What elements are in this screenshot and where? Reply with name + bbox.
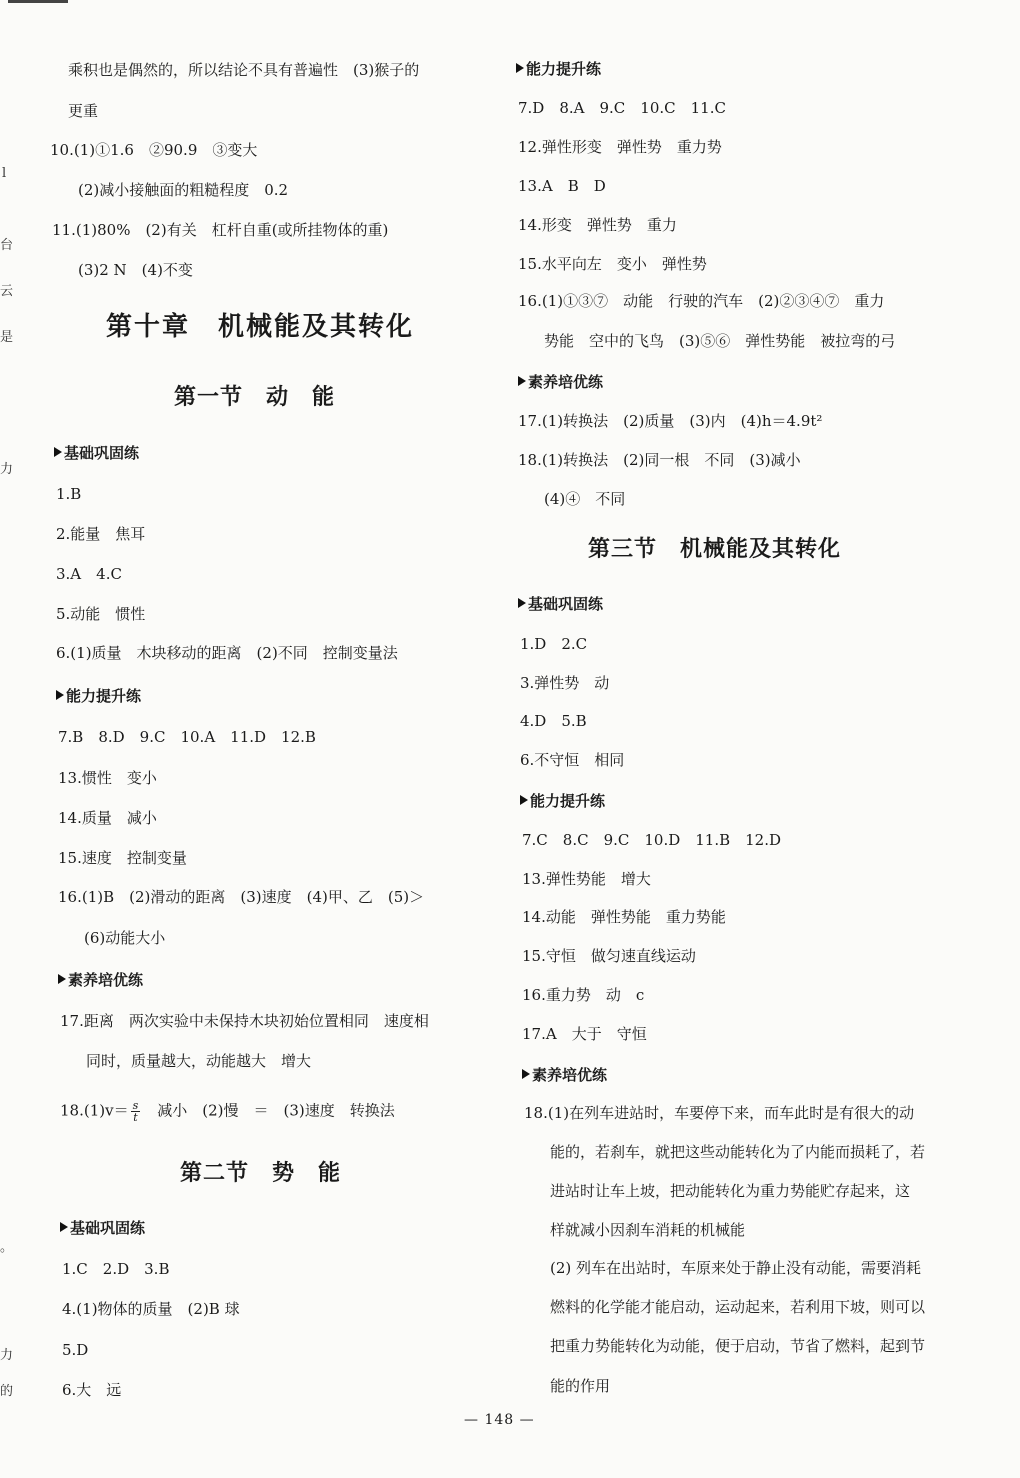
- answer-line: 17.A 大于 守恒: [522, 1025, 647, 1043]
- fraction-denominator: t: [133, 1111, 138, 1124]
- answer-line: 6.(1)质量 木块移动的距离 (2)不同 控制变量法: [56, 644, 398, 662]
- answer-line: 6.大 远: [62, 1381, 122, 1399]
- section-title: 第三节 机械能及其转化: [588, 536, 842, 562]
- answer-line-formula: 18.(1)v＝ $\frac{s}{t}$ 减小 (2)慢 ＝ (3)速度 转换法: [60, 1099, 395, 1124]
- answer-line: 同时，质量越大，动能越大 增大: [86, 1052, 312, 1070]
- answer-line: 14.动能 弹性势能 重力势能: [522, 908, 726, 926]
- answer-line: 进站时让车上坡，把动能转化为重力势能贮存起来，这: [550, 1182, 911, 1200]
- answer-line: 3.弹性势 动: [520, 674, 610, 692]
- answer-line: 1.D 2.C: [520, 635, 588, 653]
- scan-mark: [8, 0, 68, 3]
- answer-line: 15.速度 控制变量: [58, 849, 187, 867]
- play-marker-icon: [516, 63, 524, 73]
- answer-line: 18.(1)在列车进站时，车要停下来，而车此时是有很大的动: [524, 1104, 915, 1122]
- play-marker-icon: [522, 1069, 530, 1079]
- answer-line: 4.D 5.B: [520, 712, 587, 730]
- subsection-heading: 素养培优练: [58, 970, 143, 990]
- answer-line: 15.水平向左 变小 弹性势: [518, 255, 707, 273]
- play-marker-icon: [520, 795, 528, 805]
- answer-line: 能的，若刹车，就把这些动能转化为了内能而损耗了，若: [550, 1143, 926, 1161]
- answer-line: 势能 空中的飞鸟 (3)⑤⑥ 弹性势能 被拉弯的弓: [544, 332, 896, 350]
- play-marker-icon: [54, 447, 62, 457]
- edge-fragment: 的: [0, 1384, 14, 1399]
- subsection-heading: 基础巩固练: [518, 594, 603, 614]
- play-marker-icon: [58, 974, 66, 984]
- answer-line: 把重力势能转化为动能，便于启动，节省了燃料，起到节: [550, 1337, 926, 1355]
- answer-line: 更重: [68, 102, 99, 120]
- subsection-heading: 能力提升练: [56, 686, 141, 706]
- page-number: — 148 —: [464, 1412, 535, 1428]
- subsection-heading: 素养培优练: [522, 1065, 607, 1085]
- answer-line: 15.守恒 做匀速直线运动: [522, 947, 696, 965]
- answer-line: 1.B: [56, 485, 82, 503]
- edge-fragment: 台: [0, 238, 14, 253]
- answer-line: 17.(1)转换法 (2)质量 (3)内 (4)h＝4.9t²: [518, 412, 823, 430]
- subsection-heading: 素养培优练: [518, 372, 603, 392]
- answer-line: 样就减小因刹车消耗的机械能: [550, 1221, 746, 1239]
- answer-line: (3)2 N (4)不变: [78, 261, 193, 279]
- subsection-heading: 能力提升练: [520, 791, 605, 811]
- answer-line: 12.弹性形变 弹性势 重力势: [518, 138, 722, 156]
- answer-line: 13.惯性 变小: [58, 769, 157, 787]
- edge-fragment: 力: [0, 462, 14, 477]
- answer-line: 17.距离 两次实验中未保持木块初始位置相同 速度相: [60, 1012, 429, 1030]
- edge-fragment: 是: [0, 330, 14, 345]
- answer-line: 5.D: [62, 1341, 89, 1359]
- section-title: 第一节 动 能: [174, 384, 336, 410]
- subsection-heading: 基础巩固练: [60, 1218, 145, 1238]
- answer-line: 14.形变 弹性势 重力: [518, 216, 677, 234]
- chapter-title: 第十章 机械能及其转化: [106, 312, 415, 342]
- answer-line: (4)④ 不同: [544, 490, 626, 508]
- section-title: 第二节 势 能: [180, 1160, 342, 1186]
- answer-line: 14.质量 减小: [58, 809, 157, 827]
- answer-line: 11.(1)80% (2)有关 杠杆自重(或所挂物体的重): [52, 221, 389, 239]
- answer-line: 5.动能 惯性: [56, 605, 146, 623]
- play-marker-icon: [60, 1222, 68, 1232]
- edge-fragment: 云: [0, 284, 14, 299]
- answer-line: 13.弹性势能 增大: [522, 870, 651, 888]
- answer-line: 18.(1)转换法 (2)同一根 不同 (3)减小: [518, 451, 801, 469]
- play-marker-icon: [518, 376, 526, 386]
- answer-line: (2)减小接触面的粗糙程度 0.2: [78, 181, 289, 199]
- answer-line: 6.不守恒 相同: [520, 751, 625, 769]
- edge-fragment: 力: [0, 1348, 14, 1363]
- subsection-heading: 基础巩固练: [54, 443, 139, 463]
- answer-line: 16.(1)①③⑦ 动能 行驶的汽车 (2)②③④⑦ 重力: [518, 292, 885, 310]
- answer-line: 16.(1)B (2)滑动的距离 (3)速度 (4)甲、乙 (5)＞: [58, 888, 425, 906]
- answer-line: 7.D 8.A 9.C 10.C 11.C: [518, 99, 726, 117]
- edge-fragment: 。: [0, 1240, 14, 1255]
- subsection-heading: 能力提升练: [516, 59, 601, 79]
- answer-line: 能的作用: [550, 1377, 611, 1395]
- answer-line: 16.重力势 动 c: [522, 986, 645, 1004]
- answer-line: 13.A B D: [518, 177, 606, 195]
- answer-line: 7.C 8.C 9.C 10.D 11.B 12.D: [522, 831, 782, 849]
- edge-fragment: l: [2, 166, 7, 181]
- answer-line: 1.C 2.D 3.B: [62, 1260, 170, 1278]
- play-marker-icon: [518, 598, 526, 608]
- play-marker-icon: [56, 690, 64, 700]
- answer-line: 2.能量 焦耳: [56, 525, 146, 543]
- answer-line: 乘积也是偶然的，所以结论不具有普遍性 (3)猴子的: [68, 61, 420, 79]
- answer-line: (6)动能大小: [84, 929, 166, 947]
- answer-line: 燃料的化学能才能启动，运动起来，若利用下坡，则可以: [550, 1298, 926, 1316]
- answer-line: 3.A 4.C: [56, 565, 122, 583]
- answer-line: 4.(1)物体的质量 (2)B 球: [62, 1300, 240, 1318]
- answer-line: (2) 列车在出站时，车原来处于静止没有动能，需要消耗: [550, 1259, 922, 1277]
- answer-line: 10.(1)①1.6 ②90.9 ③变大: [50, 141, 258, 159]
- fraction-numerator: s: [132, 1099, 139, 1112]
- answer-line: 7.B 8.D 9.C 10.A 11.D 12.B: [58, 728, 316, 746]
